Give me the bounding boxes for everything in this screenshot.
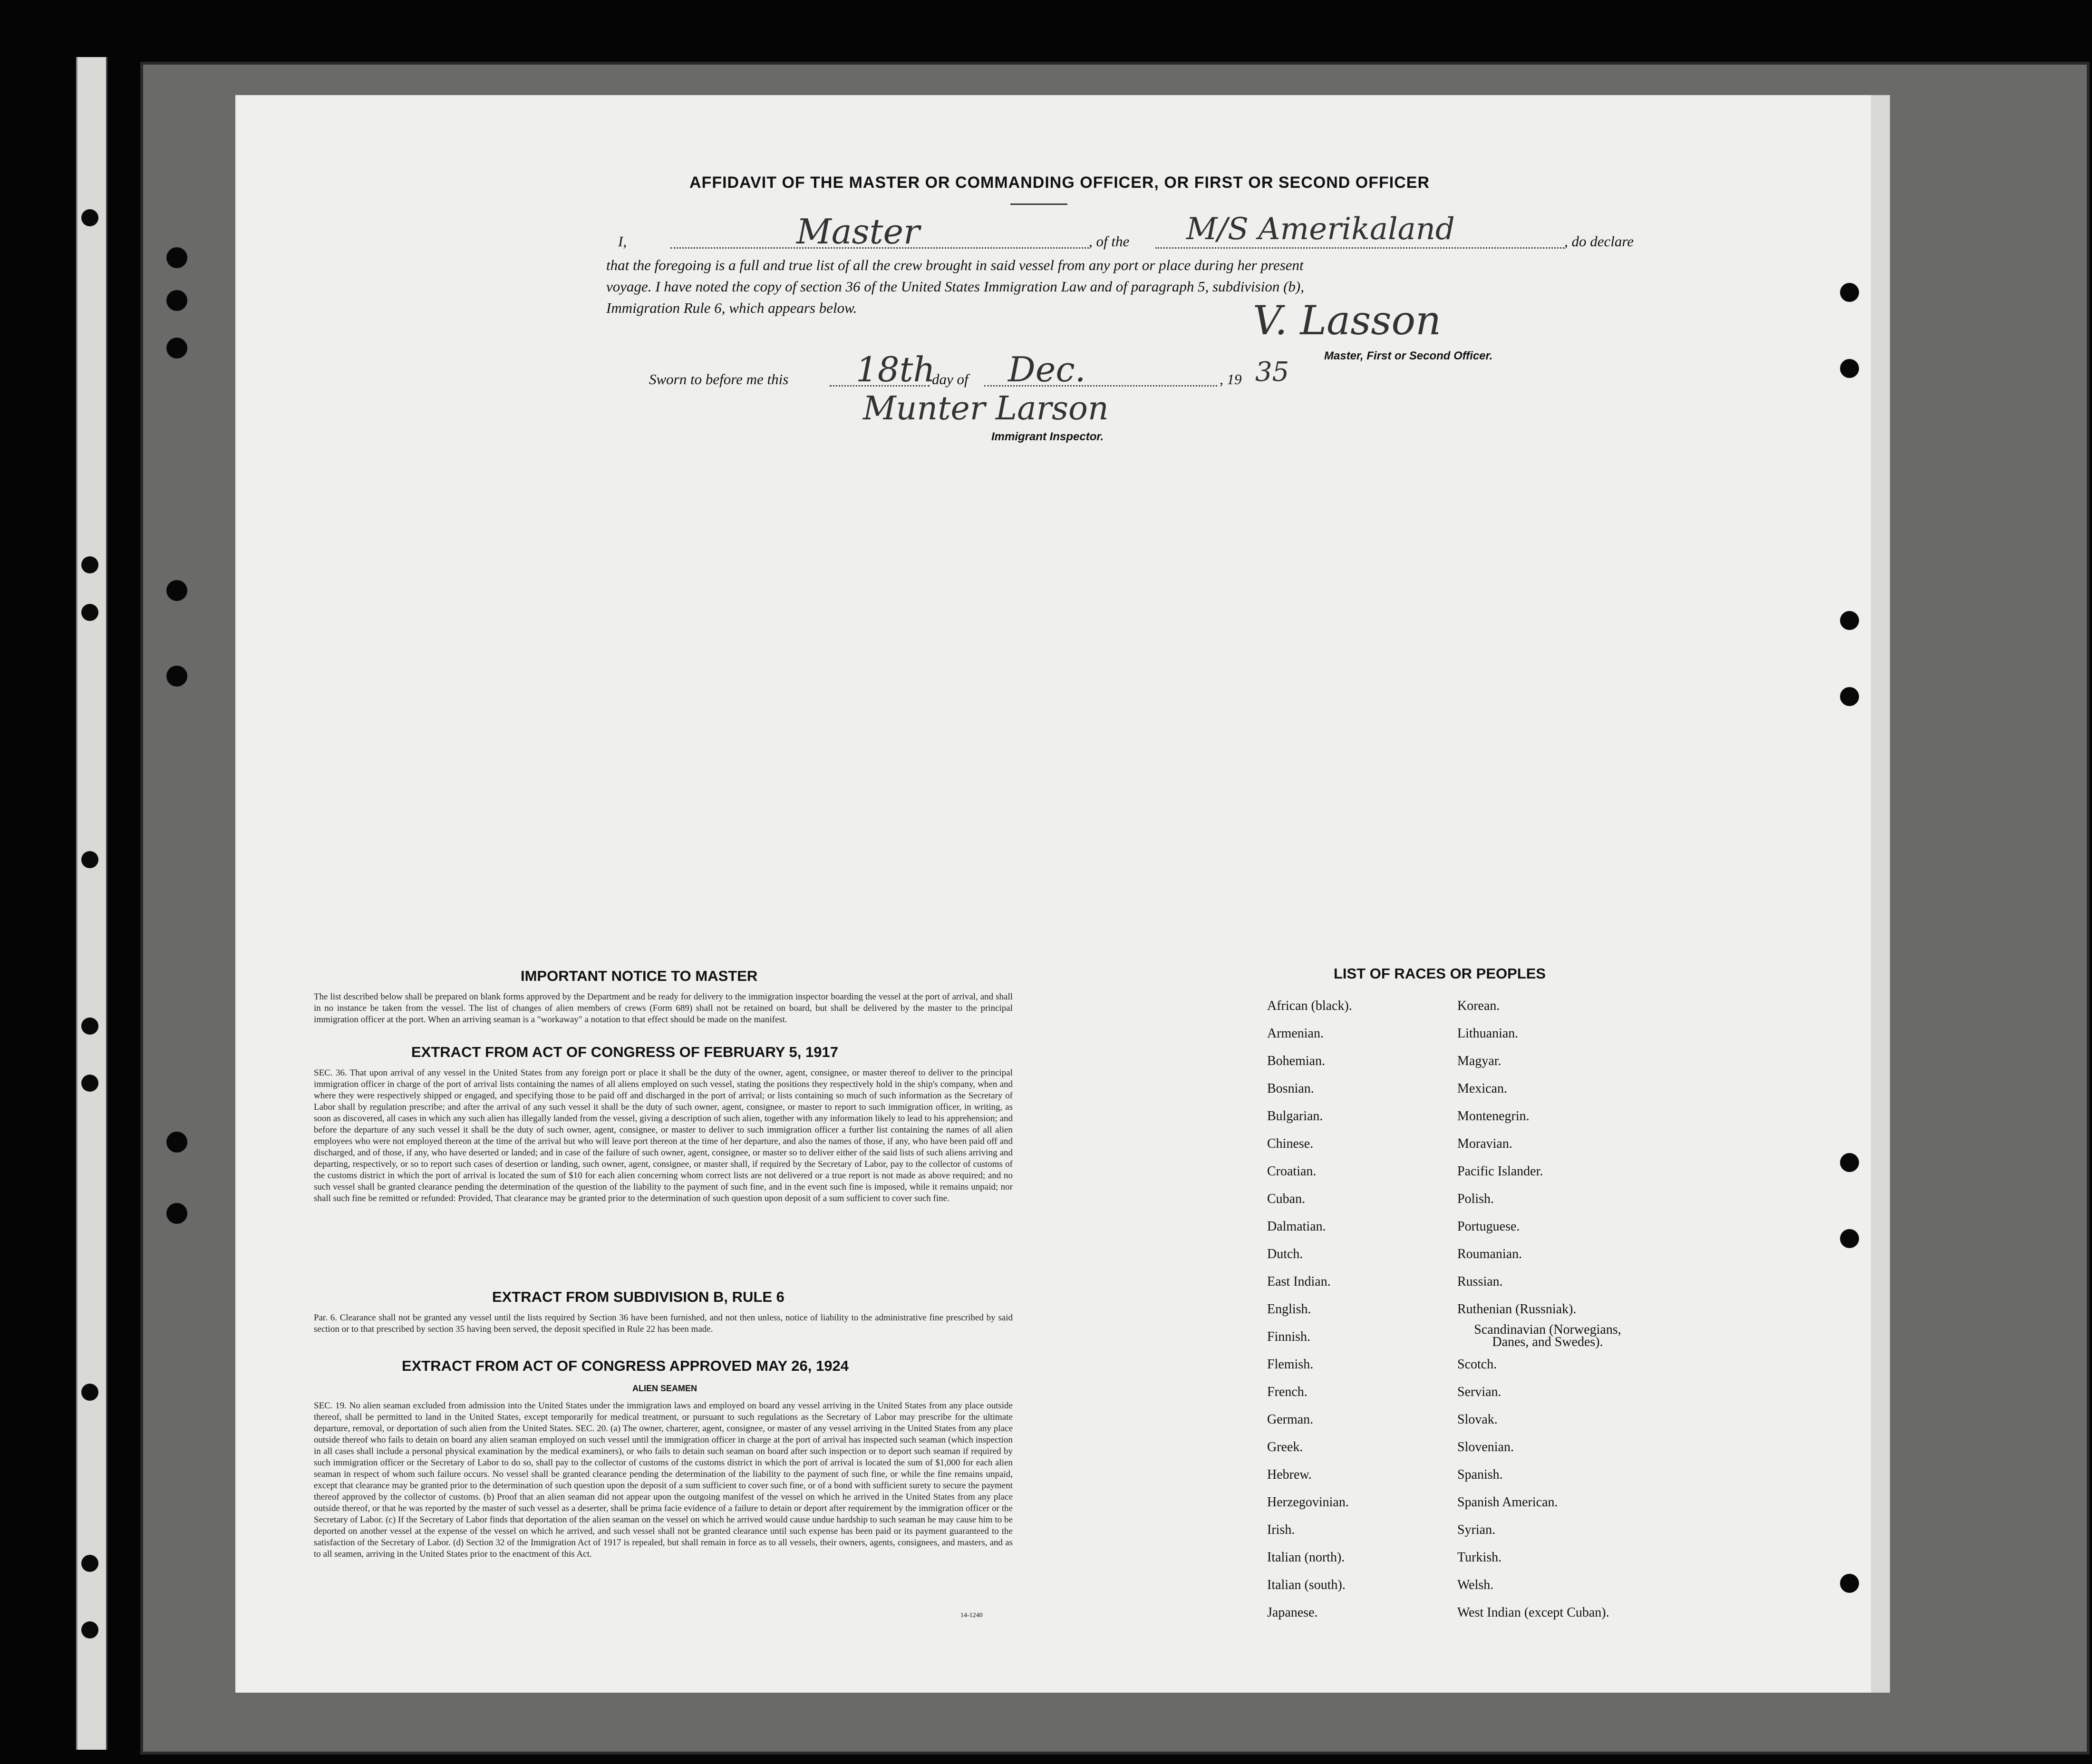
punch-hole bbox=[1840, 1153, 1859, 1172]
binder-hole bbox=[81, 1384, 98, 1401]
punch-hole bbox=[166, 290, 187, 311]
affidavit-line-3: voyage. I have noted the copy of section 36 of the United States Immigration Law and of paragraph 5, subdivision (b), bbox=[606, 278, 1304, 295]
race-item: Finnish. bbox=[1267, 1329, 1311, 1344]
race-item: Roumanian. bbox=[1457, 1247, 1522, 1261]
race-item: Welsh. bbox=[1457, 1578, 1494, 1592]
do-declare-label: , do declare bbox=[1564, 233, 1634, 250]
of-the-label: , of the bbox=[1089, 233, 1130, 250]
race-item: Croatian. bbox=[1267, 1164, 1317, 1179]
race-item: Pacific Islander. bbox=[1457, 1164, 1543, 1179]
race-item: Dutch. bbox=[1267, 1247, 1303, 1261]
day-of-label: day of bbox=[932, 371, 969, 388]
punch-hole bbox=[1840, 359, 1859, 378]
race-item: Italian (north). bbox=[1267, 1550, 1345, 1565]
race-item: Herzegovinian. bbox=[1267, 1495, 1349, 1510]
punch-hole bbox=[166, 1132, 187, 1153]
race-item: French. bbox=[1267, 1385, 1308, 1399]
race-item: Lithuanian. bbox=[1457, 1026, 1519, 1041]
race-item: English. bbox=[1267, 1302, 1311, 1317]
race-item: Polish. bbox=[1457, 1192, 1494, 1206]
race-item: Ruthenian (Russniak). bbox=[1457, 1302, 1577, 1317]
race-item: Korean. bbox=[1457, 998, 1500, 1013]
binder-hole bbox=[81, 1621, 98, 1638]
race-item: West Indian (except Cuban). bbox=[1457, 1605, 1609, 1620]
inspector-signature: Munter Larson bbox=[863, 390, 1109, 427]
punch-hole bbox=[166, 247, 187, 268]
binder-hole bbox=[81, 1018, 98, 1035]
month-handwriting: Dec. bbox=[1008, 349, 1086, 389]
notice-text: The list described below shall be prepared on blank forms approved by the Department and be ready for delivery to the immigration inspector boarding the vessel at the port of arrival, and shall in no instance be taken from the vessel. The list of changes of alien members of crews (Form 689) shall not be retained on board, but shall be delivered by the master to the principal immigration officer at the port. When an arriving seaman is a "workaway" a notation to that effect should be made on the manifest. bbox=[314, 992, 1013, 1025]
race-item: Bohemian. bbox=[1267, 1054, 1326, 1068]
extract-1924-title: EXTRACT FROM ACT OF CONGRESS APPROVED MAY 26, 1924 bbox=[402, 1357, 849, 1374]
extract-rule6-text: Par. 6. Clearance shall not be granted any vessel until the lists required by Section 36 have been furnished, and not then unless, notice of liability to the administrative fine prescribed by said section or to that prescribed by section 35 having been served, the deposit specified in Rule 22 has been made. bbox=[314, 1313, 1013, 1334]
form-number: 14-1240 bbox=[960, 1612, 983, 1619]
binder-strip bbox=[76, 57, 107, 1750]
race-item: Spanish. bbox=[1457, 1467, 1503, 1482]
vessel-handwriting: M/S Amerikaland bbox=[1186, 212, 1455, 247]
race-item: Servian. bbox=[1457, 1385, 1501, 1399]
punch-hole bbox=[166, 338, 187, 359]
punch-hole bbox=[1840, 611, 1859, 630]
punch-hole bbox=[166, 666, 187, 687]
day-handwriting: 18th bbox=[856, 349, 935, 389]
race-item: Russian. bbox=[1457, 1274, 1503, 1289]
vessel-line bbox=[1155, 247, 1564, 249]
race-item: Greek. bbox=[1267, 1440, 1303, 1454]
master-caption: Master, First or Second Officer. bbox=[1324, 349, 1493, 362]
punch-hole bbox=[166, 1203, 187, 1224]
race-item: Slovak. bbox=[1457, 1412, 1498, 1427]
sworn-label: Sworn to before me this bbox=[649, 371, 789, 388]
alien-seamen-subtitle: ALIEN SEAMEN bbox=[632, 1384, 697, 1393]
race-item: Armenian. bbox=[1267, 1026, 1324, 1041]
extract-rule6-title: EXTRACT FROM SUBDIVISION B, RULE 6 bbox=[492, 1289, 784, 1305]
extract-1917-text: SEC. 36. That upon arrival of any vessel in the United States from any foreign port or place it shall be the duty of the owner, agent, consignee, or master thereof to deliver to the principal immigration officer in charge of the port of arrival lists containing the names of all aliens employed on such vessel, stating the positions they respectively hold in the ship's company, when and where they were respectively shipped or engaged, and specifying those to be paid off and discharged in the port of arrival; or lists containing so much of such information as the Secretary of Labor shall by regulation prescribe; and after the arrival of any such vessel it shall be the duty of such owner, agent, consignee, or master to report to such immigration officer, in writing, as soon as discovered, all cases in which any such alien has illegally landed from the vessel, giving a description of such alien, together with any information likely to lead to his apprehension; and before the departure of any such vessel it shall be the duty of such owner, agent, consignee, or master to deliver to such immigration officer a further list containing the names of all alien employees who were not employed thereon at the time of the arrival but who will leave port thereon at the time of her departure, and also the names of those, if any, who have been paid off and discharged, and of those, if any, who have deserted or landed; and in case of the failure of such owner, agent, consignee, or master so to deliver either of the said lists of such aliens arriving and departing, respectively, or so to report such cases of desertion or landing, such owner, agent, consignee, or master shall, if required by the Secretary of Labor, pay to the collector of customs of the customs district in which the port of arrival is located the sum of $10 for each alien concerning whom correct lists are not delivered or a true report is not made as above required; and no such vessel shall be granted clearance pending the determination of the question of the liability to the payment of such fine, and in the event such fine is imposed, while it remains unpaid; nor shall such fine be remitted or refunded: Provided, That clearance may be granted prior to the determination of such question upon deposit of a sum sufficient to cover such fine. bbox=[314, 1068, 1013, 1203]
punch-hole bbox=[1840, 1574, 1859, 1593]
race-item: Bulgarian. bbox=[1267, 1109, 1323, 1124]
affidavit-line-4: Immigration Rule 6, which appears below. bbox=[606, 300, 857, 316]
binder-hole bbox=[81, 604, 98, 621]
race-item: Dalmatian. bbox=[1267, 1219, 1326, 1234]
affidavit-i-label: I, bbox=[618, 233, 627, 250]
race-item: Irish. bbox=[1267, 1522, 1295, 1537]
year-handwriting: 35 bbox=[1255, 357, 1289, 388]
affidavit-line-2: that the foregoing is a full and true list of all the crew brought in said vessel from any port or place during her present bbox=[606, 257, 1304, 273]
binder-hole bbox=[81, 556, 98, 573]
master-signature: V. Lasson bbox=[1253, 297, 1442, 344]
inspector-caption: Immigrant Inspector. bbox=[991, 430, 1104, 443]
affidavit-title: AFFIDAVIT OF THE MASTER OR COMMANDING OFFICER, OR FIRST OR SECOND OFFICER bbox=[689, 174, 1430, 192]
punch-hole bbox=[1840, 1229, 1859, 1248]
race-item: Flemish. bbox=[1267, 1357, 1314, 1372]
race-item: Chinese. bbox=[1267, 1136, 1314, 1151]
punch-hole bbox=[1840, 283, 1859, 302]
race-item: Montenegrin. bbox=[1457, 1109, 1530, 1124]
master-handwriting: Master bbox=[796, 212, 920, 252]
punch-hole bbox=[1840, 687, 1859, 706]
race-item: German. bbox=[1267, 1412, 1314, 1427]
race-item: Scotch. bbox=[1457, 1357, 1497, 1372]
extract-1917-title: EXTRACT FROM ACT OF CONGRESS OF FEBRUARY 5, 1917 bbox=[411, 1044, 838, 1060]
notice-title: IMPORTANT NOTICE TO MASTER bbox=[521, 968, 758, 984]
race-item: Japanese. bbox=[1267, 1605, 1318, 1620]
race-item: Bosnian. bbox=[1267, 1081, 1314, 1096]
punch-hole bbox=[166, 580, 187, 601]
race-item: Hebrew. bbox=[1267, 1467, 1312, 1482]
race-item: Italian (south). bbox=[1267, 1578, 1346, 1592]
races-title: LIST OF RACES OR PEOPLES bbox=[1334, 965, 1546, 982]
year-prefix: , 19 bbox=[1220, 371, 1242, 388]
binder-hole bbox=[81, 1075, 98, 1092]
race-item: Mexican. bbox=[1457, 1081, 1507, 1096]
title-rule bbox=[1010, 204, 1067, 205]
binder-hole bbox=[81, 209, 98, 226]
race-item: Moravian. bbox=[1457, 1136, 1512, 1151]
race-item: African (black). bbox=[1267, 998, 1352, 1013]
race-item: Syrian. bbox=[1457, 1522, 1496, 1537]
race-item: Spanish American. bbox=[1457, 1495, 1558, 1510]
race-item: East Indian. bbox=[1267, 1274, 1331, 1289]
race-item: Scandinavian (Norwegians, Danes, and Swedes). bbox=[1474, 1322, 1621, 1349]
extract-1924-text: SEC. 19. No alien seaman excluded from admission into the United States under the immigration laws and employed on board any vessel arriving in the United States from any place outside thereof, shall be permitted to land in the United States, except temporarily for medical treatment, or pursuant to such regulations as the Secretary of Labor may prescribe for the ultimate departure, removal, or deportation of such alien from the United States. SEC. 20. (a) The owner, charterer, agent, consignee, or master of any vessel arriving in the United States from any place outside thereof who fails to detain on board any alien seaman employed on such vessel until the immigration officer in charge at the port of arrival has inspected such seaman (which inspection in all cases shall include a personal physical examination by the medical examiners), or who fails to detain such seaman on board after such inspection or to deport such seaman if required by such immigration officer or the Secretary of Labor to do so, shall pay to the collector of customs of the customs district in which the port of arrival is located the sum of $1,000 for each alien seaman in respect of whom such failure occurs. No vessel shall be granted clearance pending the determination of the liability to the payment of such fine, or while the fine remains unpaid, except that clearance may be granted prior to the determination of such question upon the deposit of a sum sufficient to cover such fine, or of a bond with sufficient surety to secure the payment thereof approved by the collector of customs. (b) Proof that an alien seaman did not appear upon the outgoing manifest of the vessel on which he arrived in the United States from any place outside thereof, or that he was reported by the master of such vessel as a deserter, shall be prima facie evidence of a failure to detain or deport after requirement by the immigration officer or the Secretary of Labor. (c) If the Secretary of Labor finds that deportation of the alien seaman on the vessel on which he arrived would cause undue hardship to such seaman he may cause him to be deported on another vessel at the expense of the vessel on which he arrived, and such vessel shall not be granted clearance until such expense has been paid or its payment guaranteed to the satisfaction of the Secretary of Labor. (d) Section 32 of the Immigration Act of 1917 is repealed, but shall remain in force as to all vessels, their owners, agents, consignees, and masters, and as to all seamen, arriving in the United States prior to the enactment of this Act. bbox=[314, 1401, 1013, 1559]
race-item: Cuban. bbox=[1267, 1192, 1306, 1206]
document-page bbox=[235, 95, 1890, 1693]
race-item: Turkish. bbox=[1457, 1550, 1502, 1565]
binder-hole bbox=[81, 1555, 98, 1572]
binder-hole bbox=[81, 851, 98, 868]
race-item: Slovenian. bbox=[1457, 1440, 1514, 1454]
race-item: Portuguese. bbox=[1457, 1219, 1520, 1234]
race-item: Magyar. bbox=[1457, 1054, 1501, 1068]
